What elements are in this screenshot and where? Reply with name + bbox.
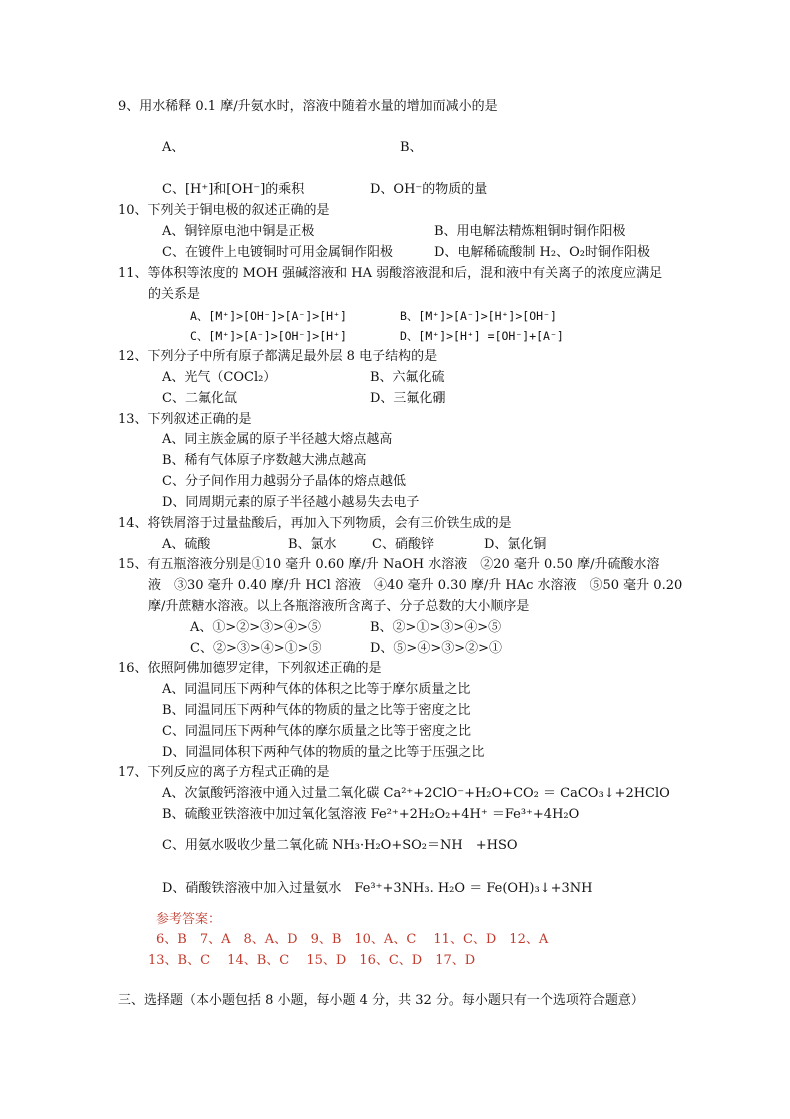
q15-option-b: B、②>①>③>④>⑤: [370, 620, 502, 635]
q16-stem: 16、依照阿佛加德罗定律，下列叙述正确的是: [118, 661, 382, 676]
q9-stem: 9、用水稀释 0.1 摩/升氨水时，溶液中随着水量的增加而减小的是: [118, 99, 498, 114]
q12-option-b: B、六氟化硫: [370, 370, 445, 385]
q15-stem-line2: 液 ③30 毫升 0.40 摩/升 HCl 溶液 ④40 毫升 0.30 摩/升 HAc 水溶液 ⑤50 毫升 0.20: [148, 578, 683, 593]
q17-option-b: B、硫酸亚铁溶液中加过氧化氢溶液 Fe²⁺+2H₂O₂+4H⁺ ＝Fe³⁺+4H₂O: [162, 807, 580, 822]
q12-stem: 12、下列分子中所有原子都满足最外层 8 电子结构的是: [118, 349, 438, 364]
q9-option-a: A、: [162, 140, 185, 155]
q17-option-a: A、次氯酸钙溶液中通入过量二氧化碳 Ca²⁺+2ClO⁻+H₂O+CO₂ ＝ CaCO₃↓+2HClO: [162, 786, 670, 801]
q14-option-b: B、氯水: [288, 537, 337, 552]
q10-stem: 10、下列关于铜电极的叙述正确的是: [118, 203, 330, 218]
q12-option-d: D、三氟化硼: [370, 391, 446, 406]
q10-option-c: C、在镀件上电镀铜时可用金属铜作阳极: [162, 245, 393, 260]
q16-option-b: B、同温同压下两种气体的物质的量之比等于密度之比: [162, 703, 471, 718]
q11-option-d: D、[M⁺]>[H⁺] =[OH⁻]+[A⁻]: [400, 329, 564, 343]
q11-option-c: C、[M⁺]>[A⁻]>[OH⁻]>[H⁺]: [190, 329, 347, 343]
q16-option-a: A、同温同压下两种气体的体积之比等于摩尔质量之比: [162, 682, 471, 697]
q11-option-b: B、[M⁺]>[A⁻]>[H⁺]>[OH⁻]: [400, 309, 557, 323]
q14-option-d: D、氯化铜: [484, 537, 547, 552]
q15-option-c: C、②>③>④>①>⑤: [190, 641, 322, 656]
answers-line-2: 13、B、C 14、B、C 15、D 16、C、D 17、D: [148, 953, 476, 968]
q17-stem: 17、下列反应的离子方程式正确的是: [118, 765, 330, 780]
q13-option-d: D、同周期元素的原子半径越小越易失去电子: [162, 495, 420, 510]
q13-stem: 13、下列叙述正确的是: [118, 412, 252, 427]
q12-option-c: C、二氟化氙: [162, 391, 237, 406]
q9-option-d: D、OH⁻的物质的量: [370, 182, 488, 197]
q9-option-c: C、[H⁺]和[OH⁻]的乘积: [162, 182, 305, 197]
q14-stem: 14、将铁屑溶于过量盐酸后，再加入下列物质，会有三价铁生成的是: [118, 516, 512, 531]
q14-option-a: A、硫酸: [162, 537, 211, 552]
q13-option-b: B、稀有气体原子序数越大沸点越高: [162, 453, 367, 468]
answers-title: 参考答案：: [156, 912, 222, 927]
q12-option-a: A、光气（COCl₂）: [162, 370, 277, 385]
q9-option-b: B、: [400, 140, 423, 155]
q15-stem-line3: 摩/升蔗糖水溶液。以上各瓶溶液所含离子、分子总数的大小顺序是: [148, 599, 530, 614]
q15-stem-line1: 15、有五瓶溶液分别是①10 毫升 0.60 摩/升 NaOH 水溶液 ②20 毫升 0.50 摩/升硫酸水溶: [118, 557, 660, 572]
q10-option-a: A、铜锌原电池中铜是正极: [162, 224, 315, 239]
q14-option-c: C、硝酸锌: [372, 537, 434, 552]
q16-option-d: D、同温同体积下两种气体的物质的量之比等于压强之比: [162, 745, 485, 760]
q17-option-d: D、硝酸铁溶液中加入过量氨水 Fe³⁺+3NH₃. H₂O ＝ Fe(OH)₃↓+3NH: [162, 881, 593, 896]
answers-line-1: 6、B 7、A 8、A、D 9、B 10、A、C 11、C、D 12、A: [156, 932, 549, 947]
q11-stem-line2: 的关系是: [148, 287, 201, 302]
q13-option-a: A、同主族金属的原子半径越大熔点越高: [162, 432, 393, 447]
section-3-heading: 三、选择题（本小题包括 8 小题，每小题 4 分，共 32 分。每小题只有一个选项符合题意）: [118, 993, 644, 1008]
q17-option-c: C、用氨水吸收少量二氧化硫 NH₃·H₂O+SO₂＝NH +HSO: [162, 838, 518, 853]
q15-option-a: A、①>②>③>④>⑤: [190, 620, 321, 635]
q11-stem-line1: 11、等体积等浓度的 MOH 强碱溶液和 HA 弱酸溶液混和后，混和液中有关离子的浓度应满足: [118, 266, 663, 281]
q10-option-d: D、电解稀硫酸制 H₂、O₂时铜作阳极: [434, 245, 650, 260]
q10-option-b: B、用电解法精炼粗铜时铜作阳极: [434, 224, 626, 239]
q15-option-d: D、⑤>④>③>②>①: [370, 641, 502, 656]
q16-option-c: C、同温同压下两种气体的摩尔质量之比等于密度之比: [162, 724, 471, 739]
q11-option-a: A、[M⁺]>[OH⁻]>[A⁻]>[H⁺]: [190, 309, 347, 323]
q13-option-c: C、分子间作用力越弱分子晶体的熔点越低: [162, 474, 406, 489]
